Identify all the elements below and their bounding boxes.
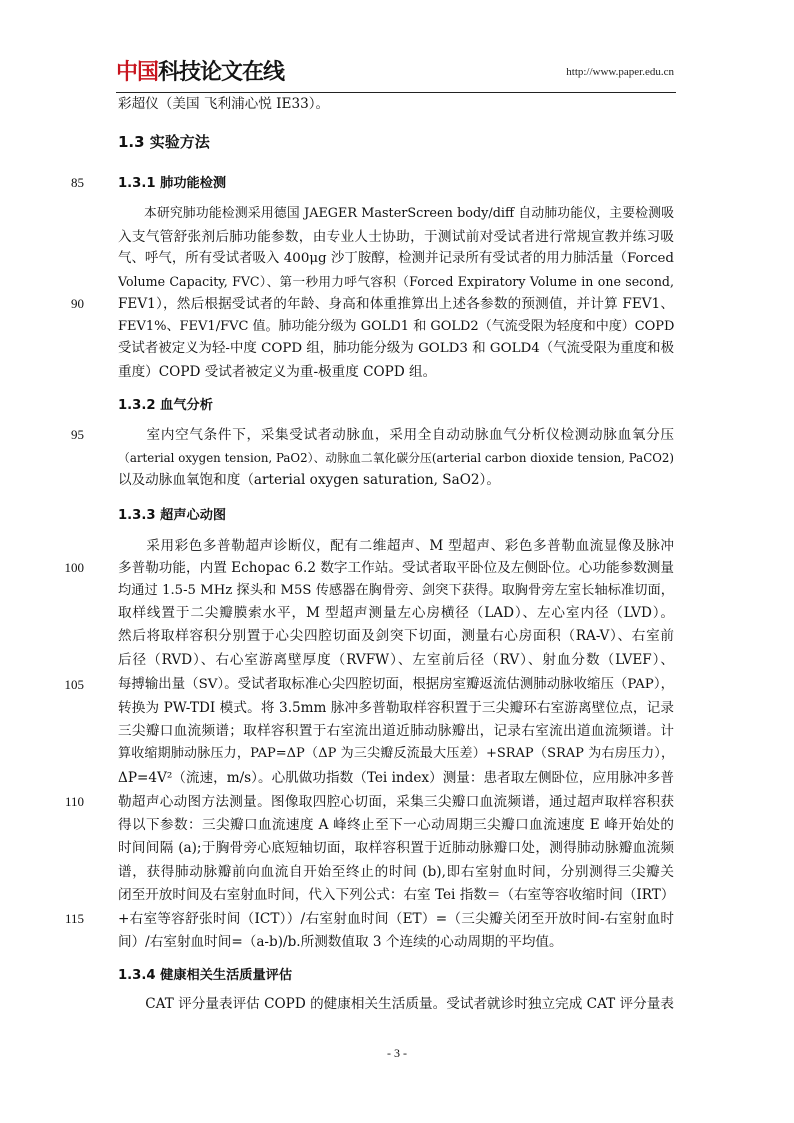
text-line: FEV1%、FEV1/FVC 值。肺功能分级为 GOLD1 和 GOLD2（气流受限为轻度和中度）COPD [118,319,674,334]
subsection-heading-1-3-4: 1.3.4 健康相关生活质量评估 [118,968,293,983]
page-number: - 3 - [387,1046,407,1060]
section-heading-1-3: 1.3 实验方法 [118,133,210,151]
subsection-heading-1-3-3: 1.3.3 超声心动图 [118,508,227,523]
text-line: 本研究肺功能检测采用德国 JAEGER MasterScreen body/diff 自动肺功能仪，主要检测吸 [118,206,674,221]
text-line: ΔP=4V²（流速，m/s）。心肌做功指数（Tei index）测量：患者取左侧卧位，应用脉冲多普 [118,770,674,786]
text-line: FEV1），然后根据受试者的年龄、身高和体重推算出上述各参数的预测值，并计算 FEV1、 [118,296,674,312]
text-line: 采用彩色多普勒超声诊断仪，配有二维超声、M 型超声、彩色多普勒血流显像及脉冲 [118,538,674,554]
text-line: 重度）COPD 受试者被定义为重-极重度 COPD 组。 [118,364,437,380]
text-line: 算收缩期肺动脉压力，PAP=ΔP（ΔP 为三尖瓣反流最大压差）+SRAP（SRAP 为右房压力）， [118,746,674,761]
text-line: 三尖瓣口血流频谱；取样容积置于右室流出道近肺动脉瓣出，记录右室流出道血流频谱。计 [118,723,674,739]
logo-red-text: 中国 [116,60,159,85]
text-line: 气、呼气，所有受试者吸入 400μg 沙丁胺醇，检测并记录所有受试者的用力肺活量（Forced [118,251,674,266]
text-line: 室内空气条件下，采集受试者动脉血，采用全自动动脉血气分析仪检测动脉血氧分压 [118,427,674,443]
text-line: 均通过 1.5-5 MHz 探头和 M5S 传感器在胸骨旁、剑突下获得。取胸骨旁左室长轴标准切面， [118,583,674,598]
text-line: 谱，获得肺动脉瓣前向血流自开始至终止的时间 (b),即右室射血时间，分别测得三尖瓣关 [118,864,674,880]
subsection-heading-1-3-2: 1.3.2 血气分析 [118,398,213,413]
text-line: 然后将取样容积分别置于心尖四腔切面及剑突下切面，测量右心房面积（RA-V）、右室前 [118,628,674,644]
text-line: 彩超仪（美国 飞利浦心悦 IE33）。 [118,96,330,112]
text-line: 得以下参数：三尖瓣口血流速度 A 峰终止至下一心动周期三尖瓣口血流速度 E 峰开始处的 [118,817,674,833]
line-number: 100 [64,560,84,575]
text-line: （arterial oxygen tension, PaO2）、动脉血二氧化碳分压(arterial carbon dioxide tension, PaCO2) [118,451,674,465]
text-line: 后径（RVD）、右心室游离壁厚度（RVFW）、左室前后径（RV）、射血分数（LVEF）、 [118,652,674,668]
line-number: 85 [71,175,84,190]
text-line: 入支气管舒张剂后肺功能参数，由专业人士协助，于测试前对受试者进行常规宣教并练习吸 [118,229,674,245]
line-number: 105 [64,677,84,692]
header-url[interactable]: http://www.paper.edu.cn [566,66,674,78]
line-number: 115 [64,911,84,926]
text-line: 每搏输出量（SV）。受试者取标准心尖四腔切面，根据房室瓣返流估测肺动脉收缩压（PAP）， [118,677,674,692]
text-line: 转换为 PW-TDI 模式。将 3.5mm 脉冲多普勒取样容积置于三尖瓣环右室游离壁位点，记录 [118,700,674,716]
text-line: Volume Capacity, FVC）、第一秒用力呼气容积（Forced Expiratory Volume in one second, [118,274,674,289]
text-line: 闭至开放时间及右室射血时间，代入下列公式：右室 Tei 指数＝（右室等容收缩时间（IRT） [118,887,674,903]
text-line: +右室等容舒张时间（ICT））/右室射血时间（ET）=（三尖瓣关闭至开放时间-右室射血时 [118,911,674,927]
text-line: CAT 评分量表评估 COPD 的健康相关生活质量。受试者就诊时独立完成 CAT 评分量表 [118,996,674,1012]
subsection-heading-1-3-1: 1.3.1 肺功能检测 [118,176,227,191]
page-header [116,58,676,93]
line-number: 110 [64,794,84,809]
logo-dark-text: 科技论文在线 [158,60,285,85]
text-line: 取样线置于二尖瓣膜索水平，M 型超声测量左心房横径（LAD）、左心室内径（LVD）。 [118,605,674,621]
text-line: 时间间隔 (a);于胸骨旁心底短轴切面，取样容积置于近肺动脉瓣口处，测得肺动脉瓣血流频 [118,840,674,856]
text-line: 勒超声心动图方法测量。图像取四腔心切面，采集三尖瓣口血流频谱，通过超声取样容积获 [118,794,674,810]
line-number: 90 [71,296,84,311]
text-line: 多普勒功能，内置 Echopac 6.2 数字工作站。受试者取平卧位及左侧卧位。心功能参数测量 [118,560,674,576]
text-line: 受试者被定义为轻-中度 COPD 组，肺功能分级为 GOLD3 和 GOLD4（气流受限为重度和极 [118,341,674,356]
journal-logo [116,58,284,88]
line-number: 95 [71,427,84,442]
text-line: 间）/右室射血时间=（a-b)/b.所测数值取 3 个连续的心动周期的平均值。 [118,934,563,950]
text-line: 以及动脉血氧饱和度（arterial oxygen saturation, SaO2）。 [118,472,500,488]
